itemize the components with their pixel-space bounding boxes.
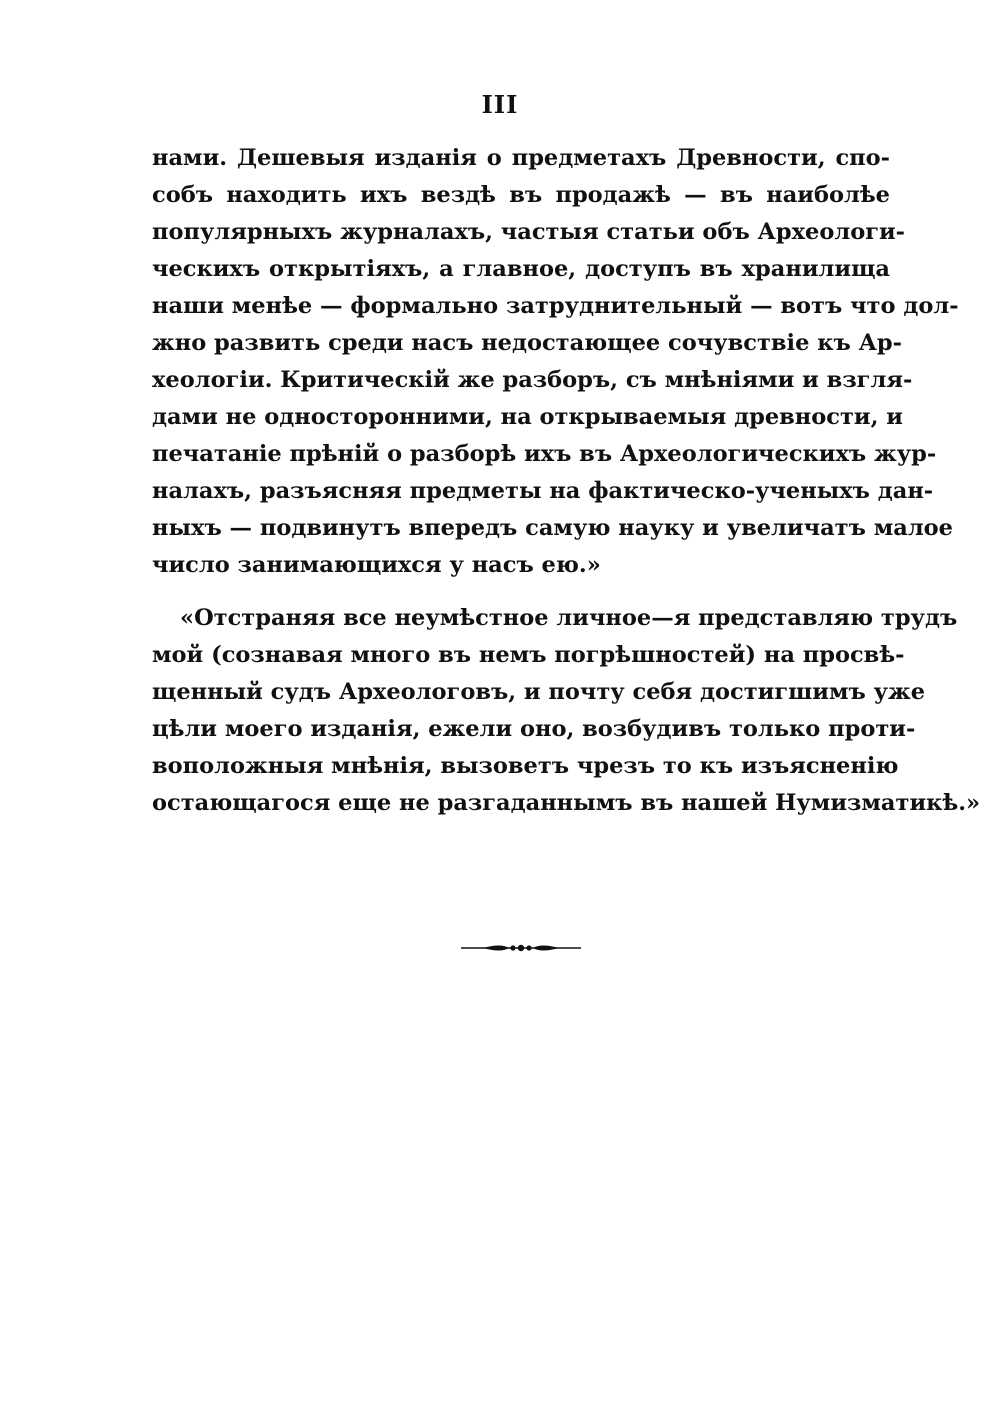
- text-line: остающагося еще не разгаданнымъ въ нашей Нумизматикѣ.»: [152, 790, 981, 816]
- text-line: «Отстраняя все неумѣстное личное—я представляю трудъ: [180, 605, 958, 631]
- text-line: собъ находить ихъ вездѣ въ продажѣ — въ наиболѣе: [152, 182, 890, 208]
- text-line: щенный судъ Археологовъ, и почту себя достигшимъ уже: [152, 679, 926, 705]
- text-line: цѣли моего изданія, ежели оно, возбудивъ только проти-: [152, 716, 916, 742]
- text-line: печатаніе прѣній о разборѣ ихъ въ Археологическихъ жур-: [152, 441, 937, 467]
- page-number: III: [481, 90, 519, 119]
- paragraph-2: [152, 600, 981, 822]
- text-line: ныхъ — подвинутъ впередъ самую науку и увеличатъ малое: [152, 515, 954, 541]
- text-line: дами не односторонними, на открываемыя древности, и: [152, 404, 903, 430]
- text-line: нами. Дешевыя изданія о предметахъ Древности, спо-: [152, 145, 890, 171]
- text-line: популярныхъ журналахъ, частыя статьи объ Археологи-: [152, 219, 906, 245]
- paragraph-1: [152, 140, 959, 584]
- text-line: наши менѣе — формально затруднительный — вотъ что дол-: [152, 293, 959, 319]
- text-line: жно развить среди насъ недостающее сочувствіе къ Ар-: [152, 330, 902, 356]
- text-line: хеологіи. Критическій же разборъ, съ мнѣніями и взгля-: [152, 367, 913, 393]
- text-line: воположныя мнѣнія, вызоветъ чрезъ то къ изъясненію: [152, 753, 899, 779]
- text-line: ческихъ открытіяхъ, а главное, доступъ въ хранилища: [152, 256, 890, 282]
- text-line: число занимающихся у насъ ею.»: [152, 552, 601, 578]
- divider-ornament-icon: [461, 940, 581, 956]
- text-line: налахъ, разъясняя предметы на фактическо-ученыхъ дан-: [152, 478, 934, 504]
- text-line: мой (сознавая много въ немъ погрѣшностей) на просвѣ-: [152, 642, 905, 668]
